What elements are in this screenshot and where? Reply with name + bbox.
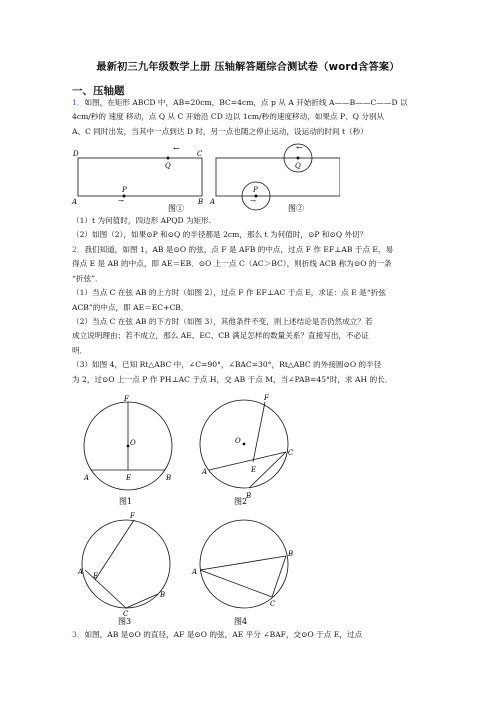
fig1-caption: 图① — [168, 204, 184, 213]
fig1-arrow-left-icon: ← — [173, 144, 180, 153]
fig2-point-Q — [297, 157, 300, 160]
q2-sub2c: 明． — [72, 345, 88, 355]
q2-text — [72, 243, 428, 387]
q1-sub2: （2）如图（2），如果⊙P 和⊙Q 的半径都是 2cm，那么 t 为何值时，⊙P 和⊙Q 外切？ — [72, 230, 368, 240]
fig1-point-Q — [167, 157, 170, 160]
q2-number: 2． — [72, 245, 85, 254]
fig-4-label-C: C — [270, 600, 276, 608]
q1-number: 1． — [72, 98, 85, 107]
q3-number: 3． — [72, 630, 85, 639]
fig-3-chord-AC — [85, 570, 126, 608]
fig1-label-D: D — [73, 150, 79, 158]
q2-line3: “折弦”． — [72, 273, 103, 283]
q2-sub1b: ACB”的中点，即 AE＝EC+CB． — [72, 302, 189, 312]
fig-2-label-C: C — [288, 449, 294, 457]
fig-4-diameter-AB — [200, 556, 286, 570]
fig-2-chord-AC — [209, 452, 286, 470]
fig1-label-Q: Q — [165, 162, 171, 170]
q3-text — [72, 628, 428, 642]
fig2-arrow-right-icon: → — [250, 197, 256, 205]
fig1-label-B: B — [198, 198, 204, 206]
q2-sub2b: 成立说明理由；若不成立，那么 AE、EC、CB 满足怎样的数量关系？直接写出，不必证 — [72, 331, 369, 341]
fig-1-label-F: F — [124, 395, 129, 403]
q3-line1: 如图，AB 是⊙O 的直径，AF 是⊙O 的弦，AE 平分 ∠BAF，交⊙O 于点 E，过点 — [84, 630, 363, 639]
fig-3-label-E: E — [93, 572, 99, 580]
fig-1-label-A: A — [84, 474, 90, 482]
fig-2-label-A: A — [202, 468, 208, 476]
fig1-label-P: P — [122, 186, 127, 194]
q2-figure-3 — [78, 512, 170, 626]
fig-2-label-O: O — [235, 437, 241, 445]
q2-sub3b: 为 2，过⊙O 上一点 P 作 PH⊥AC 于点 H，交 AB 于点 M，当∠PAB=45°时，求 AH 的长． — [72, 374, 393, 384]
fig-4-circle — [200, 520, 288, 608]
q1-subquestions — [72, 214, 428, 243]
q1-figures — [70, 140, 340, 216]
section-heading: 一、压轴题 — [72, 85, 125, 97]
fig-3-chord-CB — [126, 594, 158, 608]
document-title: 最新初三九年级数学上册 压轴解答题综合测试卷（word含答案） — [96, 62, 400, 73]
q2-sub1a: （1）当点 C 在弦 AB 的上方时（如图 2），过点 F 作 EF⊥AC 于点 E，求证：点 E 是“折弦 — [72, 288, 386, 298]
q2-sub2a: （2）当点 C 在弦 AB 的下方时（如图 3），其他条件不变，则上述结论是否仍然成立？若 — [72, 317, 373, 327]
fig1-arrow-right-icon: → — [118, 197, 124, 205]
fig-2-segment-FE — [253, 402, 265, 462]
fig-1-label-O: O — [130, 439, 136, 447]
q1-sub1: （1）t 为何值时，四边形 APQD 为矩形. — [72, 216, 212, 225]
fig-1-label-E: E — [126, 474, 132, 482]
fig1-rectangle — [78, 158, 202, 196]
fig-2-caption: 图2 — [234, 497, 248, 506]
fig-1-caption: 图1 — [119, 497, 133, 506]
fig2-arrow-left-icon: ← — [296, 143, 303, 152]
q1-line1: 如图，在矩形 ABCD 中，AB=20cm，BC=4cm，点 p 从 A 开始折线 A——B——C——D 以 — [84, 98, 408, 107]
fig-2-center — [243, 443, 246, 446]
q1-line3: A、C 同时出发，当其中一点到达 D 时，另一点也随之停止运动，设运动的时间 t（秒） — [72, 126, 368, 136]
q2-figures — [78, 394, 318, 626]
fig-3-label-A: A — [78, 568, 84, 576]
fig-3-label-B: B — [160, 591, 166, 599]
fig-4-caption: 图4 — [234, 617, 248, 626]
fig1-label-A: A — [72, 198, 78, 206]
fig-1-label-B: B — [166, 474, 172, 482]
q2-figure-2 — [200, 394, 294, 506]
q2-line1: 我们知道，如图 1，AB 是⊙O 的弦，点 F 是 AFB 的中点，过点 F 作 EF⊥AB 于点 E，易 — [84, 245, 394, 254]
fig-3-caption: 图3 — [118, 617, 132, 626]
fig-4-label-A: A — [192, 568, 198, 576]
fig-3-segment-FE — [95, 520, 134, 580]
fig-4-label-B: B — [288, 550, 294, 558]
q2-figure-1 — [83, 395, 172, 506]
fig1-label-C: C — [197, 150, 203, 158]
fig-3-label-F: F — [130, 512, 135, 520]
fig2-caption: 图② — [288, 204, 304, 213]
fig2-label-P: P — [253, 186, 258, 194]
fig-3-label-C: C — [123, 610, 129, 618]
fig-2-label-B: B — [246, 492, 252, 500]
fig-1-center — [127, 445, 130, 448]
fig2-label-Q: Q — [295, 162, 301, 170]
fig-2-label-E: E — [251, 466, 257, 474]
fig-2-label-F: F — [264, 394, 269, 402]
q1-line2: 4cm/秒的 速度 移动，点 Q 从 C 开始沿 CD 边以 1cm/秒的速度移动，如果点 P、Q 分别从 — [72, 112, 385, 122]
q2-figure-4 — [191, 520, 293, 626]
q1-text — [72, 96, 428, 139]
fig2-label-A: A — [210, 198, 216, 206]
q2-sub3a: （3）如图 4，已知 Rt△ABC 中，∠C=90°，∠BAC=30°，Rt△ABC 的外接圆⊙O 的半径 — [72, 360, 382, 370]
fig2-rectangle — [216, 158, 340, 196]
q2-line2: 得点 E 是 AB 的中点，即 AE＝EB．⊙O 上一点 C（AC＞BC），则折线 ACB 称为⊙O 的一条 — [72, 259, 392, 269]
